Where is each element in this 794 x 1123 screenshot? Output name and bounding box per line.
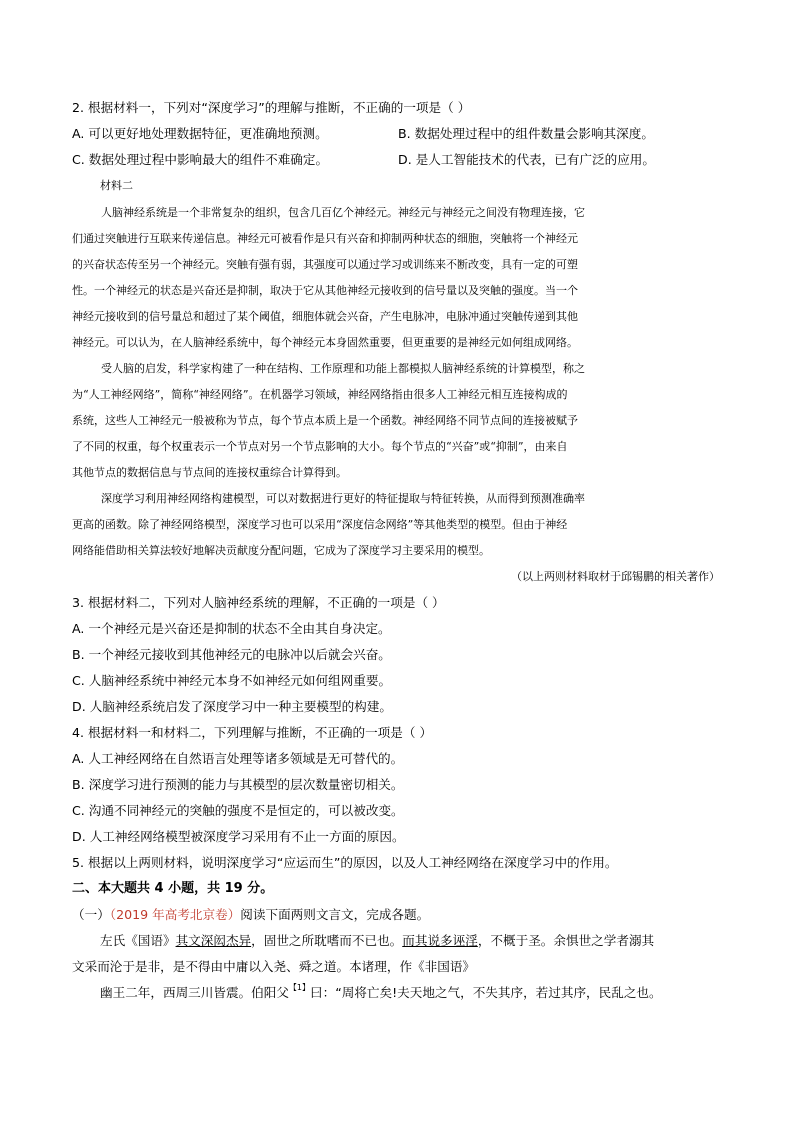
q3-option-b: B. 一个神经元接收到其他神经元的电脉冲以后就会兴奋。 — [72, 647, 391, 662]
material2-line: 性。一个神经元的状态是兴奋还是抑制，取决于它从其他神经元接收到的信号量以及突触的强度。当一个 — [72, 284, 578, 297]
q2-option-d: D. 是人工智能技术的代表，已有广泛的应用。 — [398, 152, 655, 167]
section-heading: 二、本大题共 4 小题，共 19 分。 — [72, 881, 274, 896]
underlined-phrase: 而其说多诬淫 — [402, 933, 478, 948]
material2-line: 系统，这些人工神经元一般被称为节点，每个节点本质上是一个函数。神经网络不同节点间的连接被赋予 — [72, 414, 578, 427]
q2-option-b: B. 数据处理过程中的组件数量会影响其深度。 — [398, 126, 654, 141]
q2-option-c: C. 数据处理过程中影响最大的组件不难确定。 — [72, 152, 329, 167]
q3-option-c: C. 人脑神经系统中神经元本身不如神经元如何组网重要。 — [72, 673, 392, 688]
q3-option-d: D. 人脑神经系统启发了深度学习中一种主要模型的构建。 — [72, 699, 392, 714]
material2-line: 更高的函数。除了神经网络模型，深度学习也可以采用“深度信念网络”等其他类型的模型。但由于神经 — [72, 518, 568, 531]
material2-line: 人脑神经系统是一个非常复杂的组织，包含几百亿个神经元。神经元与神经元之间没有物理连接，它 — [101, 206, 585, 219]
classical-paragraph-2 — [100, 984, 662, 1002]
subsection-source: （2019 年高考北京卷） — [109, 907, 241, 922]
underlined-phrase: 其文深闳杰异 — [175, 933, 252, 948]
q3-stem: 3. 根据材料二，下列对人脑神经系统的理解，不正确的一项是（ ） — [72, 595, 445, 610]
material2-line: 为“人工神经网络”，简称“神经网络”。在机器学习领域，神经网络指由很多人工神经元相互连接构成的 — [72, 388, 568, 401]
q4-stem: 4. 根据材料一和材料二，下列理解与推断，不正确的一项是（ ） — [72, 725, 433, 740]
q2-stem: 2. 根据材料一，下列对“深度学习”的理解与推断，不正确的一项是（ ） — [72, 100, 471, 115]
classical-paragraph-1-line2: 文采而沦于是非，是不得由中庸以入尧、舜之道。本诸理，作《非国语》 — [72, 959, 475, 974]
q4-option-d: D. 人工神经网络模型被深度学习采用有不止一方面的原因。 — [72, 829, 405, 844]
q4-option-c: C. 沟通不同神经元的突触的强度不是恒定的，可以被改变。 — [72, 803, 404, 818]
material2-line: 受人脑的启发，科学家构建了一种在结构、工作原理和功能上都模拟人脑神经系统的计算模型，称之 — [101, 362, 585, 375]
subsection-prefix: （一） — [72, 907, 110, 922]
material2-line: 神经元接收到的信号量总和超过了某个阈值，细胞体就会兴奋，产生电脉冲，电脉冲通过突触传递到其他 — [72, 310, 578, 323]
classical-paragraph-1 — [100, 932, 654, 950]
q3-option-a: A. 一个神经元是兴奋还是抑制的状态不全由其自身决定。 — [72, 621, 391, 636]
subsection-instruction: 阅读下面两则文言文，完成各题。 — [240, 907, 430, 922]
material2-line: 们通过突触进行互联来传递信息。神经元可被看作是只有兴奋和抑制两种状态的细胞，突触将一个神经元 — [72, 232, 578, 245]
material2-line: 深度学习利用神经网络构建模型，可以对数据进行更好的特征提取与特征转换，从而得到预测准确率 — [101, 492, 585, 505]
material2-line: 网络能借助相关算法较好地解决贡献度分配问题，它成为了深度学习主要采用的模型。 — [72, 544, 490, 557]
q4-option-b: B. 深度学习进行预测的能力与其模型的层次数量密切相关。 — [72, 777, 404, 792]
material2-line: 了不同的权重，每个权重表示一个节点对另一个节点影响的大小。每个节点的“兴奋”或“抑制”，由来自 — [72, 440, 568, 453]
material2-heading: 材料二 — [100, 179, 133, 192]
q2-option-a: A. 可以更好地处理数据特征，更准确地预测。 — [72, 126, 328, 141]
classical-text: 左氏《国语》 — [100, 933, 176, 948]
subsection-heading — [72, 906, 429, 924]
q5-stem: 5. 根据以上两则材料，说明深度学习“应运而生”的原因，以及人工神经网络在深度学习中的作用。 — [72, 855, 618, 870]
material2-line: 其他节点的数据信息与节点间的连接权重综合计算得到。 — [72, 466, 347, 479]
material-source-note: （以上两则材料取材于邱锡鹏的相关著作） — [511, 570, 720, 583]
footnote-marker: 【1】 — [288, 983, 310, 992]
q4-option-a: A. 人工神经网络在自然语言处理等诸多领域是无可替代的。 — [72, 751, 404, 766]
material2-line: 的兴奋状态传至另一个神经元。突触有强有弱，其强度可以通过学习或训练来不断改变，具有一定的可塑 — [72, 258, 578, 271]
classical-text: 幽王二年，西周三川皆震。伯阳父 — [100, 985, 289, 1000]
classical-text: ，固世之所耽嗜而不已也。 — [251, 933, 403, 948]
classical-text: ，不概于圣。余惧世之学者溺其 — [477, 933, 655, 948]
material2-line: 神经元。可以认为，在人脑神经系统中，每个神经元本身固然重要，但更重要的是神经元如何组成网络。 — [72, 336, 578, 349]
classical-text: 曰：“周将亡矣!夫天地之气，不失其序，若过其序，民乱之也。 — [310, 985, 662, 1000]
